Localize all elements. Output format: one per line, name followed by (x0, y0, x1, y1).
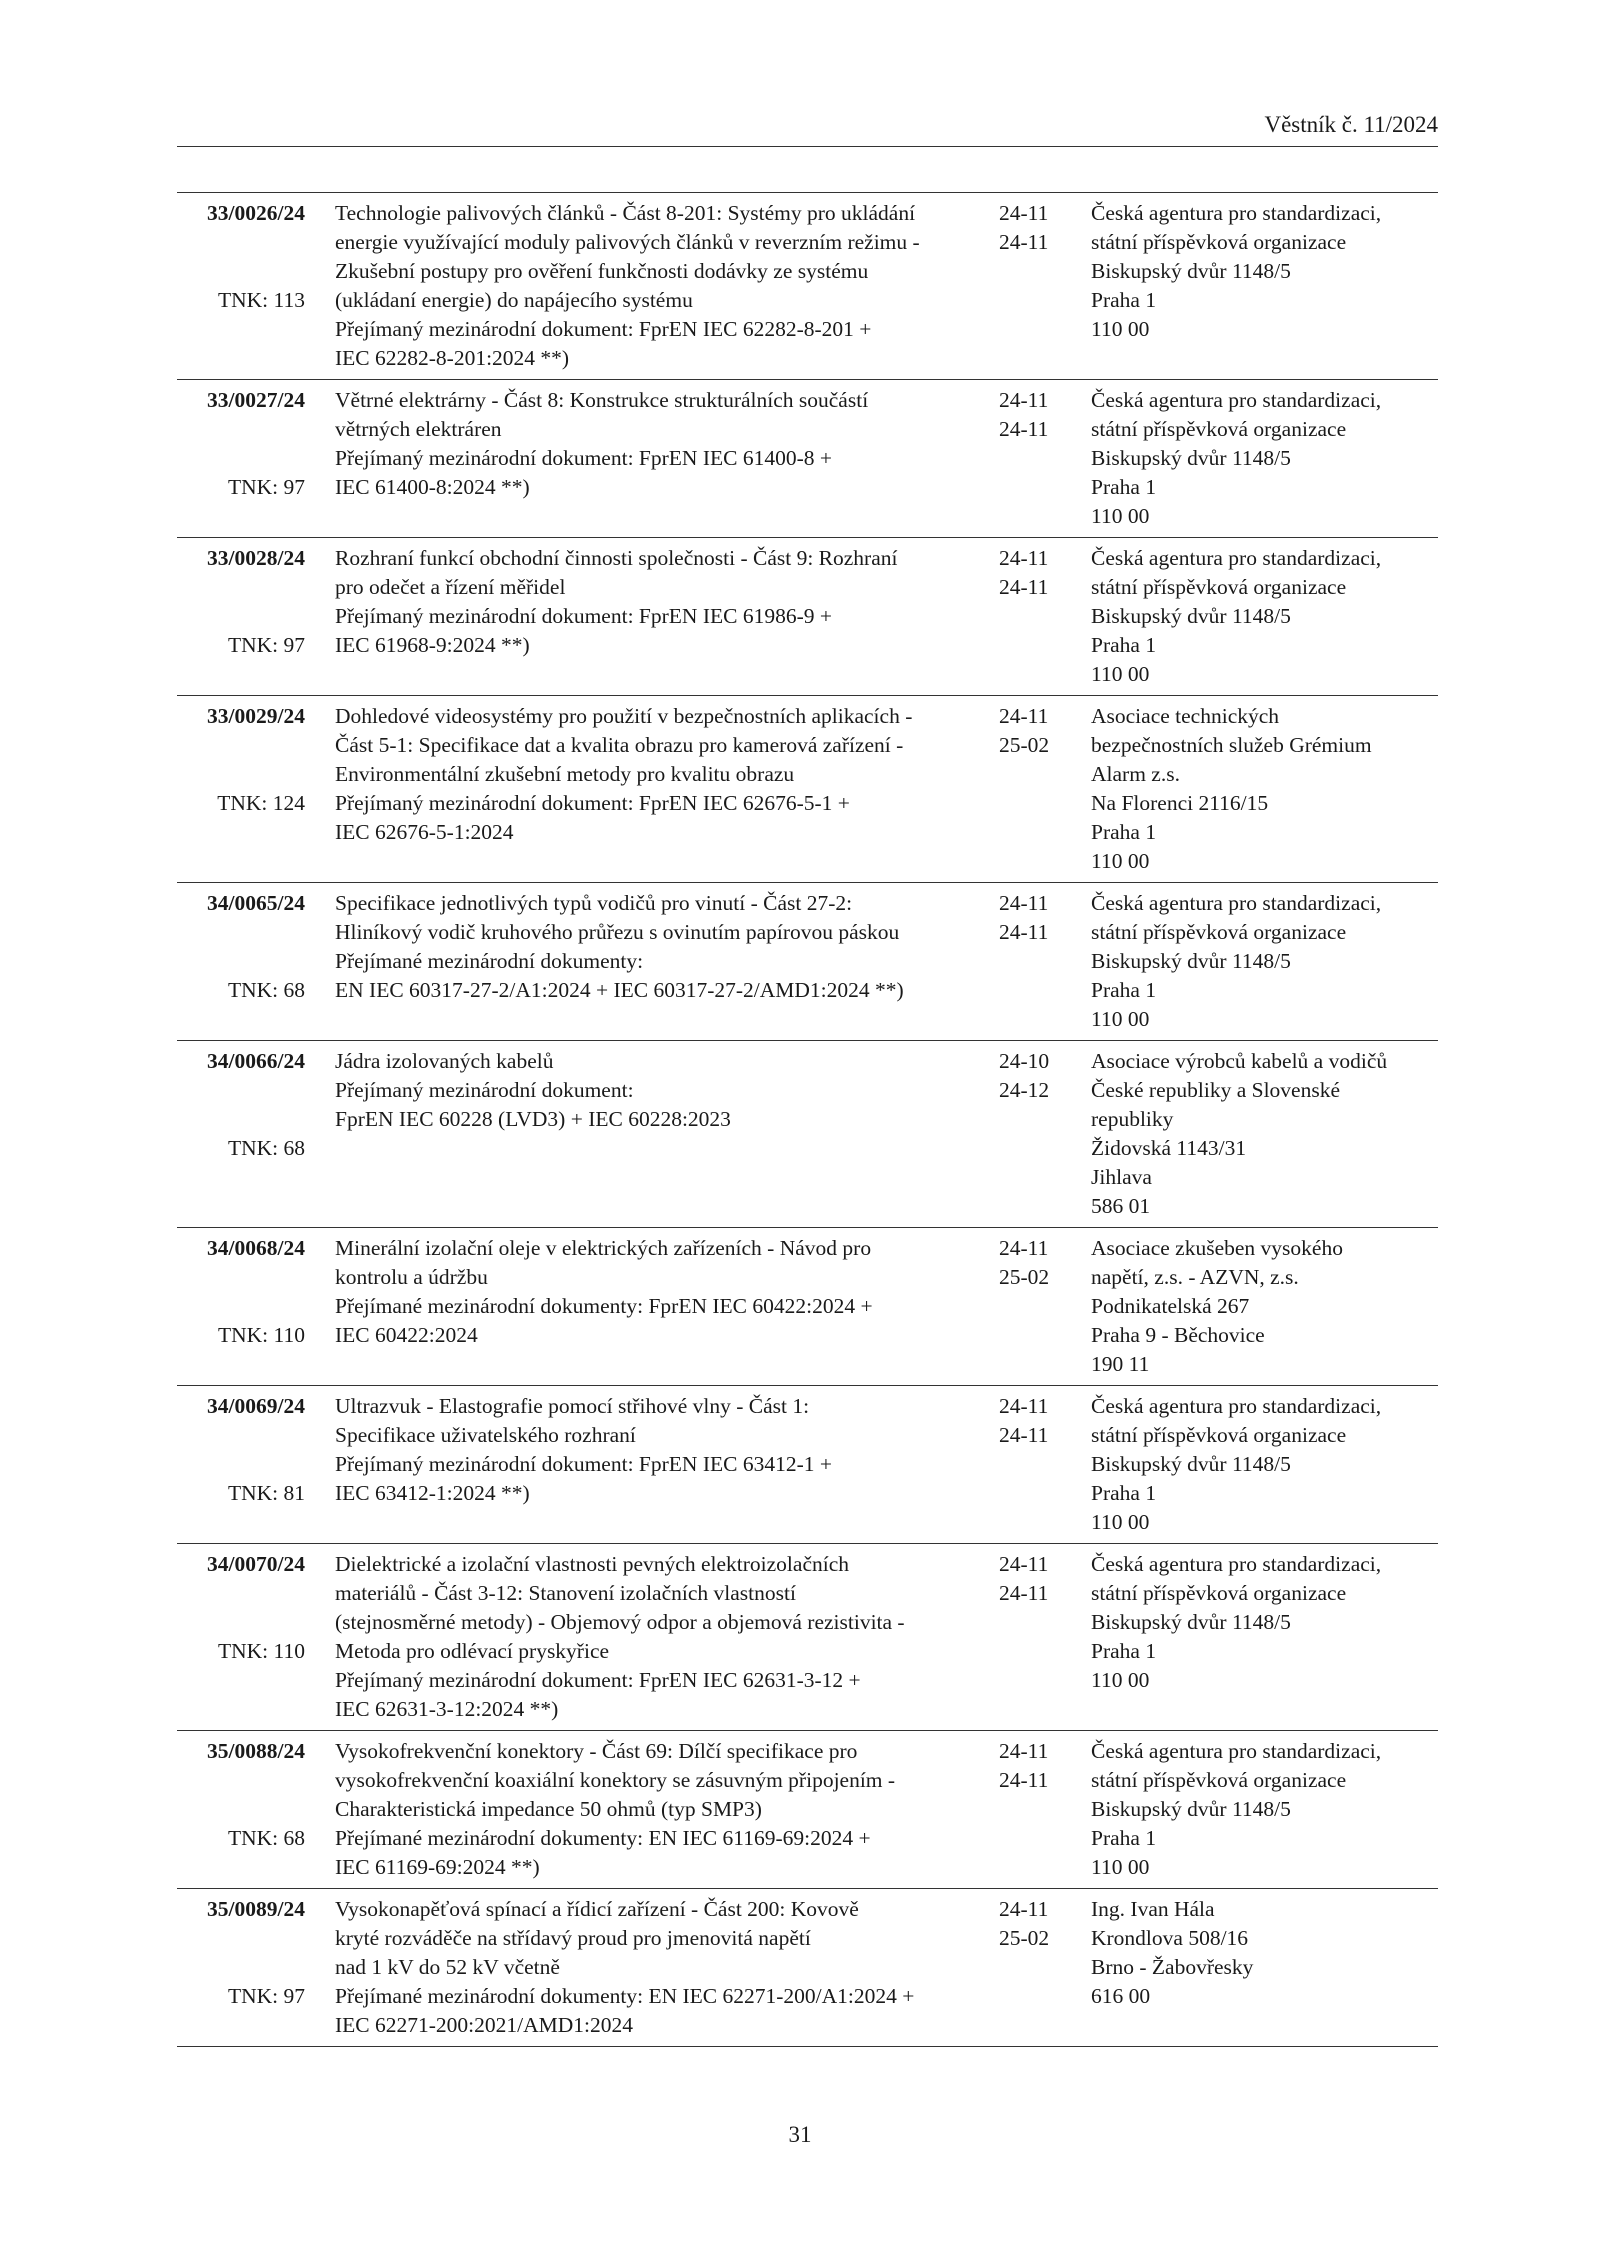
entry-organization-line: státní příspěvková organizace (1091, 1768, 1347, 1792)
entry-dates-line: 24-11 (999, 1768, 1049, 1792)
entry-organization-line: napětí, z.s. - AZVN, z.s. (1091, 1265, 1299, 1289)
entry-organization-line: Biskupský dvůr 1148/5 (1091, 446, 1291, 470)
standard-entry (177, 883, 1438, 1041)
entry-organization-line: Česká agentura pro standardizaci, (1091, 1394, 1382, 1418)
entry-organization (1091, 1737, 1438, 1882)
entry-organization-line: Praha 1 (1091, 1481, 1157, 1505)
entry-organization-line: Praha 9 - Běchovice (1091, 1323, 1265, 1347)
entry-description-line: Technologie palivových článků - Část 8-201: Systémy pro ukládání (335, 201, 916, 225)
entry-dates-line: 24-12 (999, 1078, 1050, 1102)
entry-dates-line: 24-11 (999, 417, 1049, 441)
standard-entry (177, 1386, 1438, 1544)
entry-tnk: TNK: 68 (227, 1136, 305, 1160)
standard-entry (177, 1228, 1438, 1386)
entry-dates (999, 386, 1067, 531)
entry-dates-line: 24-11 (999, 388, 1049, 412)
entry-id-column (177, 702, 305, 876)
entry-organization-line: Česká agentura pro standardizaci, (1091, 891, 1382, 915)
entry-number: 33/0027/24 (207, 388, 305, 412)
entry-dates-line: 24-11 (999, 230, 1049, 254)
entry-tnk: TNK: 110 (218, 1639, 305, 1663)
entry-number: 35/0089/24 (207, 1897, 305, 1921)
entry-organization-line: 110 00 (1091, 849, 1150, 873)
entry-organization-line: Asociace technických (1091, 704, 1280, 728)
entry-description-line: IEC 61169-69:2024 **) (335, 1855, 540, 1879)
entry-dates (999, 199, 1067, 373)
entry-dates (999, 889, 1067, 1034)
entry-dates-line: 24-11 (999, 1394, 1049, 1418)
entry-organization-line: státní příspěvková organizace (1091, 575, 1347, 599)
entry-organization-line: Biskupský dvůr 1148/5 (1091, 259, 1291, 283)
entry-tnk: TNK: 97 (227, 475, 305, 499)
entry-organization-line: 110 00 (1091, 317, 1150, 341)
entry-organization (1091, 1234, 1438, 1379)
standard-entry (177, 380, 1438, 538)
entry-description (335, 889, 999, 1034)
entry-tnk: TNK: 97 (227, 633, 305, 657)
entry-organization (1091, 544, 1438, 689)
entry-description-line: Minerální izolační oleje v elektrických zařízeních - Návod pro (335, 1236, 872, 1260)
entry-description-line: IEC 62271-200:2021/AMD1:2024 (335, 2013, 634, 2037)
entry-description-line: Zkušební postupy pro ověření funkčnosti dodávky ze systému (335, 259, 869, 283)
entry-organization-line: Česká agentura pro standardizaci, (1091, 388, 1382, 412)
entry-id-column (177, 1234, 305, 1379)
entry-dates-line: 25-02 (999, 1926, 1050, 1950)
entry-dates-line: 24-11 (999, 891, 1049, 915)
entry-number: 33/0028/24 (207, 546, 305, 570)
entry-organization-line: Na Florenci 2116/15 (1091, 791, 1269, 815)
entry-description-line: Rozhraní funkcí obchodní činnosti společnosti - Část 9: Rozhraní (335, 546, 898, 570)
entry-organization-line: Asociace zkušeben vysokého (1091, 1236, 1343, 1260)
entry-dates (999, 1737, 1067, 1882)
entry-description-line: IEC 63412-1:2024 **) (335, 1481, 530, 1505)
entry-description-line: energie využívající moduly palivových článků v reverzním režimu - (335, 230, 920, 254)
entry-organization-line: státní příspěvková organizace (1091, 920, 1347, 944)
entry-id-column (177, 199, 305, 373)
entry-tnk: TNK: 81 (227, 1481, 305, 1505)
entry-organization-line: Praha 1 (1091, 1639, 1157, 1663)
entry-description-line: IEC 61968-9:2024 **) (335, 633, 530, 657)
entry-description-line: IEC 60422:2024 (335, 1323, 478, 1347)
entry-description-line: IEC 62676-5-1:2024 (335, 820, 514, 844)
entry-description (335, 386, 999, 531)
entry-dates (999, 1895, 1067, 2040)
entry-tnk: TNK: 113 (218, 288, 305, 312)
entry-dates (999, 1047, 1067, 1221)
entry-organization (1091, 702, 1438, 876)
entry-organization-line: 110 00 (1091, 1510, 1150, 1534)
entry-dates-line: 24-11 (999, 1423, 1049, 1447)
page-number: 31 (788, 2122, 812, 2147)
standard-entry (177, 696, 1438, 883)
entry-id-column (177, 1047, 305, 1221)
entry-description-line: Přejímané mezinárodní dokumenty: EN IEC 61169-69:2024 + (335, 1826, 871, 1850)
entry-dates-line: 24-11 (999, 546, 1049, 570)
entry-organization-line: Biskupský dvůr 1148/5 (1091, 1797, 1291, 1821)
entry-number: 33/0026/24 (207, 201, 305, 225)
entry-organization-line: 586 01 (1091, 1194, 1151, 1218)
entry-description-line: Dielektrické a izolační vlastnosti pevných elektroizolačních (335, 1552, 850, 1576)
entry-dates-line: 24-11 (999, 704, 1049, 728)
entry-description-line: Vysokofrekvenční konektory - Část 69: Dílčí specifikace pro (335, 1739, 858, 1763)
entry-number: 34/0069/24 (207, 1394, 305, 1418)
standard-entry (177, 1041, 1438, 1228)
entry-description (335, 544, 999, 689)
entry-number: 34/0068/24 (207, 1236, 305, 1260)
entry-organization-line: Biskupský dvůr 1148/5 (1091, 1610, 1291, 1634)
entry-description-line: materiálů - Část 3-12: Stanovení izolačních vlastností (335, 1581, 796, 1605)
entry-dates-line: 25-02 (999, 1265, 1050, 1289)
standards-list (177, 192, 1438, 2047)
entry-organization-line: státní příspěvková organizace (1091, 1423, 1347, 1447)
entry-dates-line: 24-10 (999, 1049, 1050, 1073)
standard-entry (177, 538, 1438, 696)
entry-dates-line: 24-11 (999, 1739, 1049, 1763)
entry-description (335, 1047, 999, 1221)
entry-dates-line: 24-11 (999, 920, 1049, 944)
entry-organization-line: Praha 1 (1091, 820, 1157, 844)
entry-organization-line: 110 00 (1091, 662, 1150, 686)
entry-description (335, 1234, 999, 1379)
entry-organization-line: Židovská 1143/31 (1091, 1136, 1247, 1160)
entry-number: 33/0029/24 (207, 704, 305, 728)
entry-description-line: vysokofrekvenční koaxiální konektory se zásuvným připojením - (335, 1768, 896, 1792)
entry-organization-line: Krondlova 508/16 (1091, 1926, 1249, 1950)
entry-description-line: IEC 62631-3-12:2024 **) (335, 1697, 559, 1721)
entry-organization (1091, 1550, 1438, 1724)
entry-description-line: FprEN IEC 60228 (LVD3) + IEC 60228:2023 (335, 1107, 731, 1131)
entry-organization-line: státní příspěvková organizace (1091, 1581, 1347, 1605)
entry-dates (999, 1234, 1067, 1379)
bulletin-title: Věstník č. 11/2024 (1264, 112, 1438, 137)
entry-description-line: Přejímaný mezinárodní dokument: FprEN IEC 63412-1 + (335, 1452, 832, 1476)
entry-description-line: IEC 62282-8-201:2024 **) (335, 346, 570, 370)
entry-description-line: Větrné elektrárny - Část 8: Konstrukce strukturálních součástí (335, 388, 869, 412)
entry-organization (1091, 199, 1438, 373)
entry-dates-line: 24-11 (999, 1236, 1049, 1260)
entry-description-line: kontrolu a údržbu (335, 1265, 488, 1289)
entry-organization-line: 110 00 (1091, 1855, 1150, 1879)
entry-description-line: Specifikace jednotlivých typů vodičů pro vinutí - Část 27-2: (335, 891, 853, 915)
entry-organization-line: Jihlava (1091, 1165, 1152, 1189)
entry-organization-line: Česká agentura pro standardizaci, (1091, 546, 1382, 570)
entry-dates (999, 1392, 1067, 1537)
entry-description-line: Přejímané mezinárodní dokumenty: (335, 949, 644, 973)
entry-dates-line: 24-11 (999, 1897, 1049, 1921)
entry-id-column (177, 1392, 305, 1537)
entry-description-line: IEC 61400-8:2024 **) (335, 475, 530, 499)
entry-organization-line: 616 00 (1091, 1984, 1151, 2008)
entry-organization (1091, 1047, 1438, 1221)
entry-description-line: kryté rozváděče na střídavý proud pro jmenovitá napětí (335, 1926, 811, 1950)
standard-entry (177, 1544, 1438, 1731)
entry-description-line: Specifikace uživatelského rozhraní (335, 1423, 636, 1447)
entry-description-line: Přejímaný mezinárodní dokument: (335, 1078, 634, 1102)
entry-organization-line: Podnikatelská 267 (1091, 1294, 1250, 1318)
standard-entry (177, 193, 1438, 380)
entry-organization-line: bezpečnostních služeb Grémium (1091, 733, 1372, 757)
entry-number: 35/0088/24 (207, 1739, 305, 1763)
entry-description (335, 1392, 999, 1537)
standard-entry (177, 1889, 1438, 2047)
entry-organization-line: 110 00 (1091, 504, 1150, 528)
entry-description-line: Přejímané mezinárodní dokumenty: FprEN IEC 60422:2024 + (335, 1294, 873, 1318)
entry-description-line: (stejnosměrné metody) - Objemový odpor a objemová rezistivita - (335, 1610, 905, 1634)
entry-organization-line: státní příspěvková organizace (1091, 230, 1347, 254)
entry-organization-line: Ing. Ivan Hála (1091, 1897, 1215, 1921)
entry-organization-line: Praha 1 (1091, 978, 1157, 1002)
entry-description-line: Přejímané mezinárodní dokumenty: EN IEC 62271-200/A1:2024 + (335, 1984, 915, 2008)
entry-description-line: pro odečet a řízení měřidel (335, 575, 566, 599)
entry-description-line: Ultrazvuk - Elastografie pomocí střihové vlny - Část 1: (335, 1394, 810, 1418)
entry-organization-line: Praha 1 (1091, 1826, 1157, 1850)
entry-description-line: větrných elektráren (335, 417, 502, 441)
entry-description-line: Přejímaný mezinárodní dokument: FprEN IEC 61986-9 + (335, 604, 832, 628)
standard-entry (177, 1731, 1438, 1889)
entry-description (335, 1895, 999, 2040)
entry-organization-line: republiky (1091, 1107, 1174, 1131)
entry-organization-line: Praha 1 (1091, 475, 1157, 499)
entry-organization-line: Biskupský dvůr 1148/5 (1091, 604, 1291, 628)
entry-organization-line: Biskupský dvůr 1148/5 (1091, 1452, 1291, 1476)
entry-tnk: TNK: 124 (217, 791, 305, 815)
entry-description-line: Charakteristická impedance 50 ohmů (typ SMP3) (335, 1797, 762, 1821)
entry-description-line: Hliníkový vodič kruhového průřezu s ovinutím papírovou páskou (335, 920, 900, 944)
entry-description-line: Jádra izolovaných kabelů (335, 1049, 554, 1073)
entry-organization (1091, 889, 1438, 1034)
entry-description-line: Přejímaný mezinárodní dokument: FprEN IEC 62676-5-1 + (335, 791, 850, 815)
entry-number: 34/0070/24 (207, 1552, 305, 1576)
entry-organization-line: Praha 1 (1091, 633, 1157, 657)
entry-description-line: Přejímaný mezinárodní dokument: FprEN IEC 61400-8 + (335, 446, 832, 470)
entry-id-column (177, 889, 305, 1034)
entry-organization-line: Česká agentura pro standardizaci, (1091, 1739, 1382, 1763)
entry-description-line: Dohledové videosystémy pro použití v bezpečnostních aplikacích - (335, 704, 913, 728)
entry-organization-line: Česká agentura pro standardizaci, (1091, 1552, 1382, 1576)
entry-description (335, 1737, 999, 1882)
entry-id-column (177, 1550, 305, 1724)
entry-dates-line: 24-11 (999, 575, 1049, 599)
entry-organization-line: Brno - Žabovřesky (1091, 1955, 1254, 1979)
entry-organization-line: 110 00 (1091, 1007, 1150, 1031)
entry-dates (999, 1550, 1067, 1724)
entry-description-line: Přejímaný mezinárodní dokument: FprEN IEC 62282-8-201 + (335, 317, 872, 341)
entry-id-column (177, 386, 305, 531)
entry-organization-line: 190 11 (1091, 1352, 1150, 1376)
entry-description-line: Vysokonapěťová spínací a řídicí zařízení - Část 200: Kovově (335, 1897, 859, 1921)
entry-description-line: EN IEC 60317-27-2/A1:2024 + IEC 60317-27-2/AMD1:2024 **) (335, 978, 904, 1002)
entry-dates-line: 24-11 (999, 201, 1049, 225)
entry-organization (1091, 386, 1438, 531)
entry-organization-line: České republiky a Slovenské (1091, 1078, 1340, 1102)
entry-number: 34/0065/24 (207, 891, 305, 915)
entry-description (335, 199, 999, 373)
entry-organization-line: Česká agentura pro standardizaci, (1091, 201, 1382, 225)
entry-organization-line: státní příspěvková organizace (1091, 417, 1347, 441)
entry-organization (1091, 1392, 1438, 1537)
entry-dates-line: 25-02 (999, 733, 1050, 757)
entry-organization-line: Praha 1 (1091, 288, 1157, 312)
entry-description-line: Metoda pro odlévací pryskyřice (335, 1639, 610, 1663)
entry-dates-line: 24-11 (999, 1552, 1049, 1576)
entry-organization-line: Asociace výrobců kabelů a vodičů (1091, 1049, 1388, 1073)
entry-description-line: (ukládaní energie) do napájecího systému (335, 288, 693, 312)
entry-id-column (177, 1737, 305, 1882)
entry-dates-line: 24-11 (999, 1581, 1049, 1605)
entry-tnk: TNK: 68 (227, 978, 305, 1002)
entry-id-column (177, 1895, 305, 2040)
entry-organization-line: Alarm z.s. (1091, 762, 1180, 786)
page-header (177, 112, 1438, 147)
entry-number: 34/0066/24 (207, 1049, 305, 1073)
entry-tnk: TNK: 110 (218, 1323, 305, 1347)
entry-tnk: TNK: 97 (227, 1984, 305, 2008)
entry-description-line: Část 5-1: Specifikace dat a kvalita obrazu pro kamerová zařízení - (335, 733, 904, 757)
entry-organization-line: 110 00 (1091, 1668, 1150, 1692)
entry-description-line: nad 1 kV do 52 kV včetně (335, 1955, 560, 1979)
entry-description (335, 702, 999, 876)
entry-id-column (177, 544, 305, 689)
entry-description-line: Environmentální zkušební metody pro kvalitu obrazu (335, 762, 795, 786)
entry-description-line: Přejímaný mezinárodní dokument: FprEN IEC 62631-3-12 + (335, 1668, 861, 1692)
entry-dates (999, 544, 1067, 689)
entry-description (335, 1550, 999, 1724)
entry-organization (1091, 1895, 1438, 2040)
entry-dates (999, 702, 1067, 876)
entry-tnk: TNK: 68 (227, 1826, 305, 1850)
entry-organization-line: Biskupský dvůr 1148/5 (1091, 949, 1291, 973)
